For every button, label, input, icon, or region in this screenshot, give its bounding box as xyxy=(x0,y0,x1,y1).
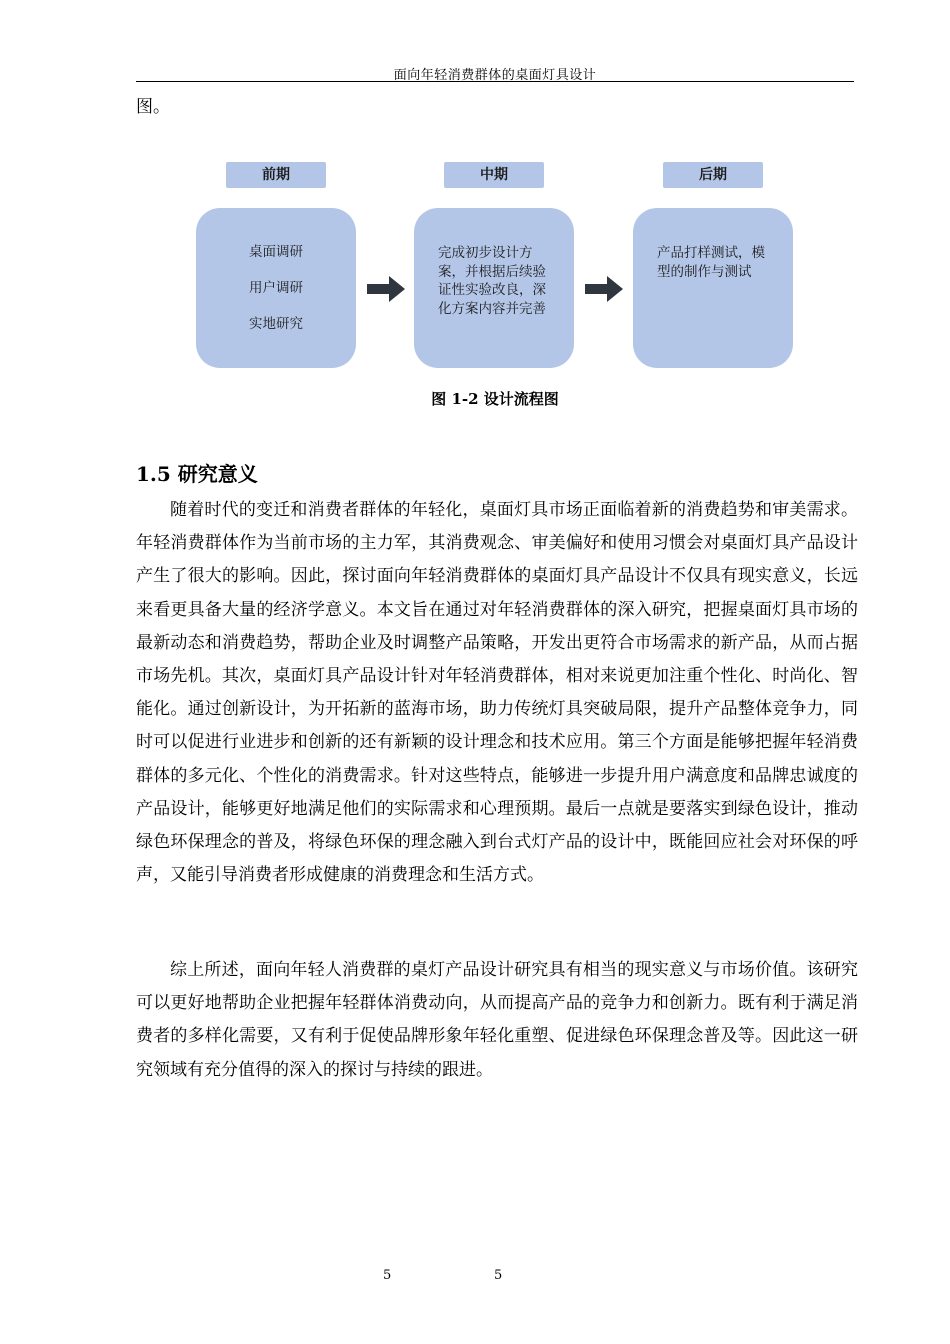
right-arrow-icon xyxy=(585,276,623,302)
early-item: 用户调研 xyxy=(249,280,303,296)
lead-text: 图。 xyxy=(136,97,170,117)
right-arrow-icon xyxy=(367,276,405,302)
phase-label-middle: 中期 xyxy=(444,162,544,188)
early-item: 桌面调研 xyxy=(249,244,303,260)
figure-caption: 图 1-2 设计流程图 xyxy=(431,390,559,408)
middle-phase-text: 完成初步设计方案，并根据后续验证性实验改良，深化方案内容并完善 xyxy=(438,245,546,317)
phase-box-early xyxy=(196,208,356,368)
early-item: 实地研究 xyxy=(249,316,303,332)
phase-label-late: 后期 xyxy=(663,162,763,188)
phase-box-late xyxy=(633,208,793,368)
paragraph: 综上所述，面向年轻人消费群的桌灯产品设计研究具有相当的现实意义与市场价值。该研究可以更好地帮助企业把握年轻群体消费动向，从而提高产品的竞争力和创新力。既有利于满足消费者的多样化需要，又有利于促使品牌形象年轻化重塑、促进绿色环保理念普及等。因此这一研究领域有充分值得的深入的探讨与持续的跟进。 xyxy=(136,960,858,1080)
header-rule xyxy=(136,81,854,82)
phase-box-middle xyxy=(414,208,574,368)
early-item-list xyxy=(196,242,356,350)
page-number: 5 xyxy=(494,1268,503,1283)
page-number: 5 xyxy=(383,1268,392,1283)
paragraph: 随着时代的变迁和消费者群体的年轻化，桌面灯具市场正面临着新的消费趋势和审美需求。年轻消费群体作为当前市场的主力军，其消费观念、审美偏好和使用习惯会对桌面灯具产品设计产生了很大的影响。因此，探讨面向年轻消费群体的桌面灯具产品设计不仅具有现实意义，长远来看更具备大量的经济学意义。本文旨在通过对年轻消费群体的深入研究，把握桌面灯具市场的最新动态和消费趋势，帮助企业及时调整产品策略，开发出更符合市场需求的新产品，从而占据市场先机。其次，桌面灯具产品设计针对年轻消费群体，相对来说更加注重个性化、时尚化、智能化。通过创新设计，为开拓新的蓝海市场，助力传统灯具突破局限，提升产品整体竞争力，同时可以促进行业进步和创新的还有新颖的设计理念和技术应用。第三个方面是能够把握年轻消费群体的多元化、个性化的消费需求。针对这些特点，能够进一步提升用户满意度和品牌忠诚度的产品设计，能够更好地满足他们的实际需求和心理预期。最后一点就是要落实到绿色设计，推动绿色环保理念的普及，将绿色环保的理念融入到台式灯产品的设计中，既能回应社会对环保的呼声，又能引导消费者形成健康的消费理念和生活方式。 xyxy=(136,500,858,886)
running-header: 面向年轻消费群体的桌面灯具设计 xyxy=(393,68,597,83)
section-title: 1.5 研究意义 xyxy=(136,462,258,486)
phase-label-early: 前期 xyxy=(226,162,326,188)
late-phase-text: 产品打样测试，模型的制作与测试 xyxy=(657,245,765,280)
